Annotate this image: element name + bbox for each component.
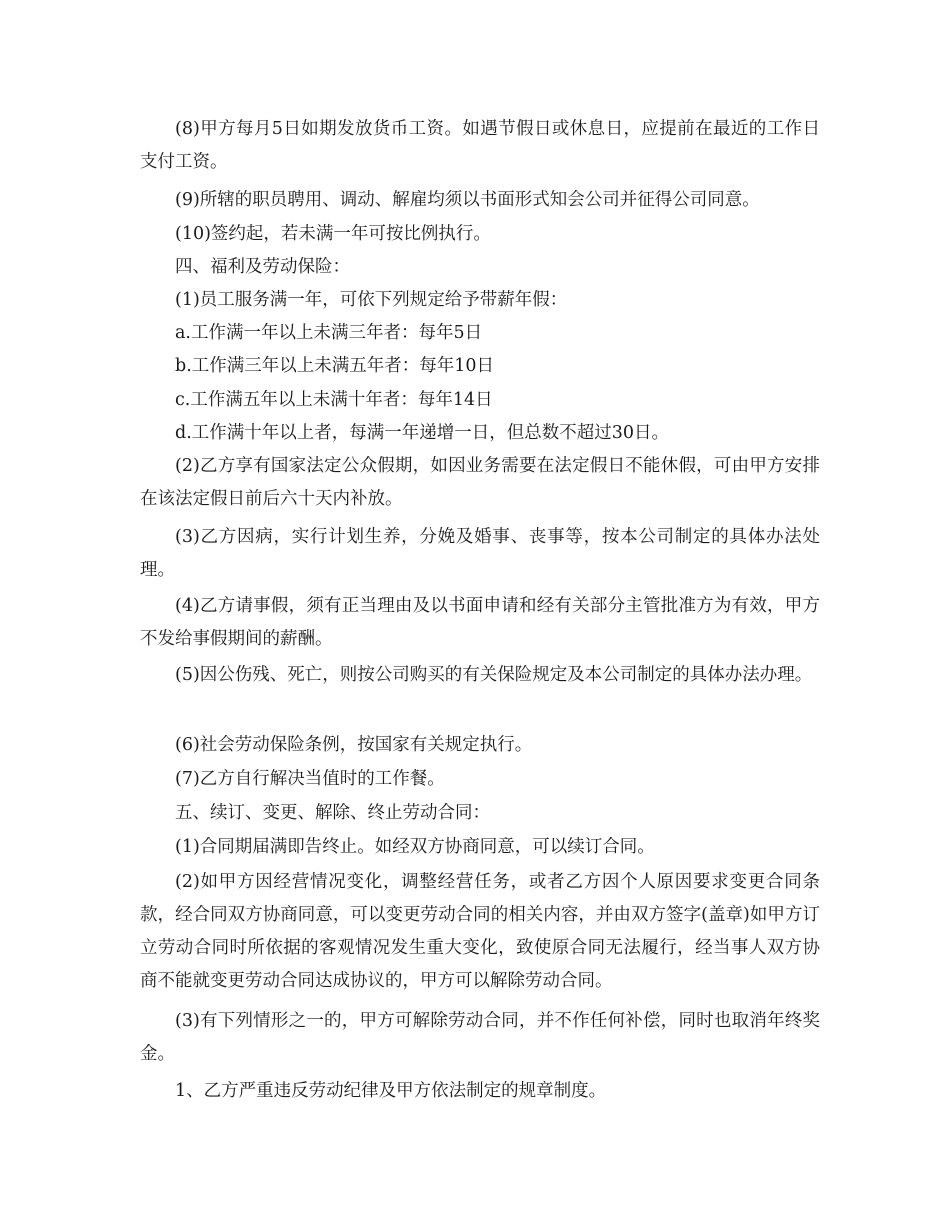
termination-item-1: 1、乙方严重违反劳动纪律及甲方依法制定的规章制度。 [175,1081,607,1101]
paragraph-10-proration: (10)签约起，若未满一年可按比例执行。 [175,224,491,244]
paragraph-1-contract-expiry: (1)合同期届满即告终止。如经双方协商同意，可以续订合同。 [175,837,655,857]
leave-rule-a: a.工作满一年以上未满三年者：每年5日 [175,323,483,343]
paragraph-6-social-insurance: (6)社会劳动保险条例，按国家有关规定执行。 [175,735,533,755]
leave-rule-b: b.工作满三年以上未满五年者：每年10日 [175,356,495,376]
paragraph-7-meals: (7)乙方自行解决当值时的工作餐。 [175,769,445,789]
paragraph-4-personal-leave: (4)乙方请事假，须有正当理由及以书面申请和经有关部分主管批准方为有效，甲方不发给事假期间的薪酬。 [140,596,820,649]
section-heading-welfare: 四、福利及劳动保险： [175,257,350,277]
paragraph-1-annual-leave: (1)员工服务满一年，可依下列规定给予带薪年假： [175,290,568,310]
leave-rule-d: d.工作满十年以上者，每满一年递增一日，但总数不超过30日。 [175,423,670,443]
leave-rule-c: c.工作满五年以上未满十年者：每年14日 [175,390,493,410]
paragraph-9-staff-changes: (9)所辖的职员聘用、调动、解雇均须以书面形式知会公司并征得公司同意。 [175,190,760,210]
paragraph-5-injury: (5)因公伤残、死亡，则按公司购买的有关保险规定及本公司制定的具体办法办理。 [175,665,813,685]
paragraph-8-wage-payment: (8)甲方每月5日如期发放货币工资。如遇节假日或休息日，应提前在最近的工作日支付工资。 [140,119,820,172]
paragraph-3-sick-leave: (3)乙方因病，实行计划生养，分娩及婚事、丧事等，按本公司制定的具体办法处理。 [140,527,820,580]
paragraph-2-public-holidays: (2)乙方享有国家法定公众假期，如因业务需要在法定假日不能休假，可由甲方安排在该法定假日前后六十天内补放。 [140,456,820,509]
section-heading-contract-changes: 五、续订、变更、解除、终止劳动合同： [175,803,490,823]
paragraph-2-contract-modification: (2)如甲方因经营情况变化，调整经营任务，或者乙方因个人原因要求变更合同条款，经合同双方协商同意，可以变更劳动合同的相关内容，并由双方签字(盖章)如甲方订立劳动合同时所依据的客观情况发生重大变化，致使原合同无法履行，经当事人双方协商不能就变更劳动合同达成协议的，甲方可以解除劳动合同。 [140,872,820,991]
paragraph-3-termination: (3)有下列情形之一的，甲方可解除劳动合同，并不作任何补偿，同时也取消年终奖金。 [140,1011,820,1064]
